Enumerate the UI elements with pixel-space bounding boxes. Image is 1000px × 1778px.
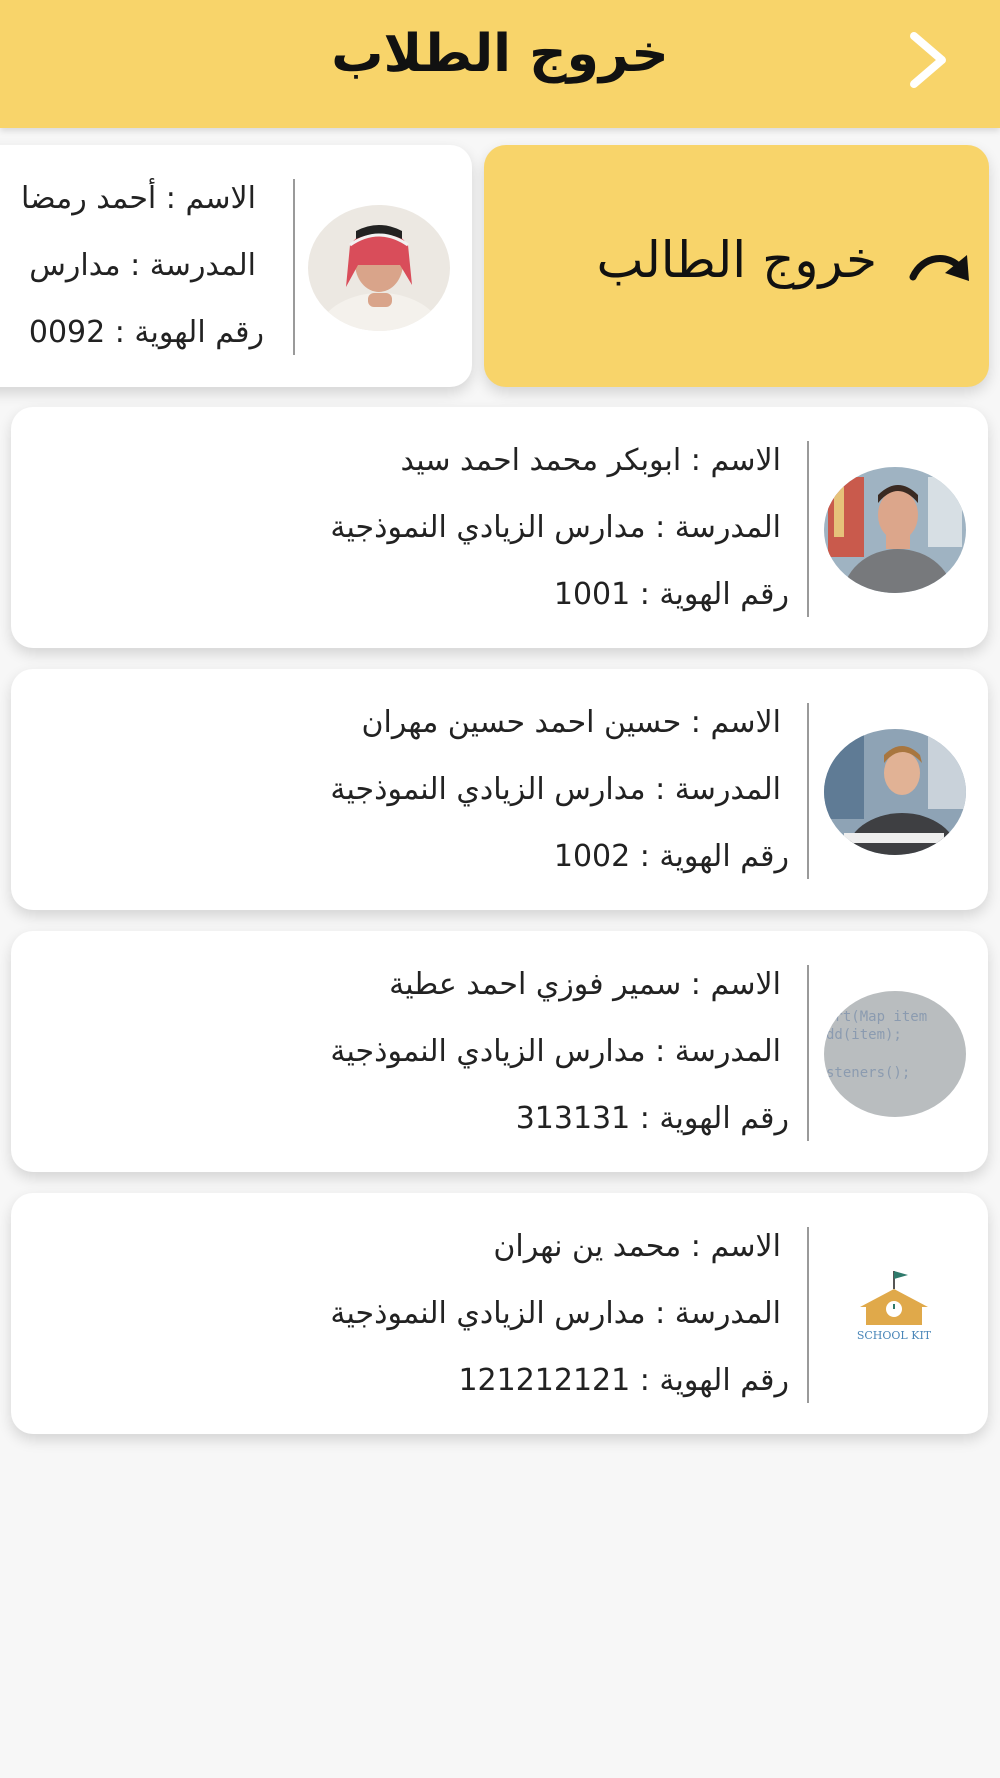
student-card[interactable] [11, 407, 988, 648]
student-id: 1001 [553, 577, 631, 612]
divider [807, 703, 809, 879]
school-logo-icon [824, 1253, 966, 1379]
school-label: المدرسة : [130, 248, 256, 283]
id-label: رقم الهوية : [639, 839, 789, 874]
student-avatar [308, 205, 450, 331]
student-id-line [458, 1363, 789, 1398]
student-school-line [330, 1296, 781, 1331]
student-id-line [554, 577, 789, 612]
student-name: حسين احمد حسين مهران [361, 705, 682, 740]
id-label: رقم الهوية : [114, 315, 264, 350]
student-school: مدارس الزيادي النموذجية [330, 772, 646, 807]
student-school: مدارس الزيادي النموذجية [330, 1034, 646, 1069]
student-school-line [330, 772, 781, 807]
student-avatar [824, 467, 966, 593]
student-name-line [21, 181, 256, 216]
exit-student-label: خروج الطالب [596, 231, 877, 289]
student-avatar [824, 991, 966, 1117]
school-label: المدرسة : [655, 772, 781, 807]
school-label: المدرسة : [655, 510, 781, 545]
logo-text: SCHOOL KIT [856, 1329, 932, 1342]
school-label: المدرسة : [655, 1296, 781, 1331]
name-label: الاسم : [165, 181, 256, 216]
student-card[interactable] [11, 931, 988, 1172]
name-label: الاسم : [690, 1229, 781, 1264]
student-name: ابوبكر محمد احمد سيد [400, 443, 682, 478]
name-label: الاسم : [690, 443, 781, 478]
student-name-line [401, 443, 781, 478]
code-line-2: dd(item); [826, 1027, 902, 1043]
swiped-student-card[interactable] [0, 145, 472, 387]
school-label: المدرسة : [655, 1034, 781, 1069]
id-label: رقم الهوية : [639, 577, 789, 612]
student-name-line [361, 705, 781, 740]
id-label: رقم الهوية : [639, 1101, 789, 1136]
student-id-line [554, 839, 789, 874]
code-line-1: art(Map item [826, 1009, 928, 1025]
student-id-line [516, 1101, 789, 1136]
divider [807, 1227, 809, 1403]
name-label: الاسم : [690, 705, 781, 740]
student-id: 313131 [515, 1101, 631, 1136]
divider [807, 965, 809, 1141]
student-name: محمد ين نهران [493, 1229, 682, 1264]
student-school: مدارس [29, 248, 121, 283]
exit-student-action[interactable] [484, 145, 989, 387]
student-id: 121212121 [458, 1363, 631, 1398]
student-name: سمير فوزي احمد عطية [389, 967, 682, 1002]
page-title: خروج الطلاب [331, 24, 669, 84]
student-card[interactable] [11, 1193, 988, 1434]
student-name: أحمد رمضا [21, 181, 157, 216]
name-label: الاسم : [690, 967, 781, 1002]
student-school-line [29, 248, 256, 283]
code-line-3: steners(); [826, 1065, 911, 1081]
chevron-right-icon[interactable] [900, 30, 960, 90]
student-avatar [824, 729, 966, 855]
student-school: مدارس الزيادي النموذجية [330, 1296, 646, 1331]
app-bar [0, 0, 1000, 128]
divider [807, 441, 809, 617]
redo-arrow-icon [905, 241, 975, 291]
student-school-line [330, 1034, 781, 1069]
student-school-line [330, 510, 781, 545]
student-id: 1002 [553, 839, 631, 874]
student-name-line [493, 1229, 781, 1264]
divider [293, 179, 295, 355]
student-school: مدارس الزيادي النموذجية [330, 510, 646, 545]
student-id-line [29, 315, 264, 350]
student-id: 0092 [28, 315, 106, 350]
id-label: رقم الهوية : [639, 1363, 789, 1398]
student-card[interactable] [11, 669, 988, 910]
student-name-line [389, 967, 781, 1002]
